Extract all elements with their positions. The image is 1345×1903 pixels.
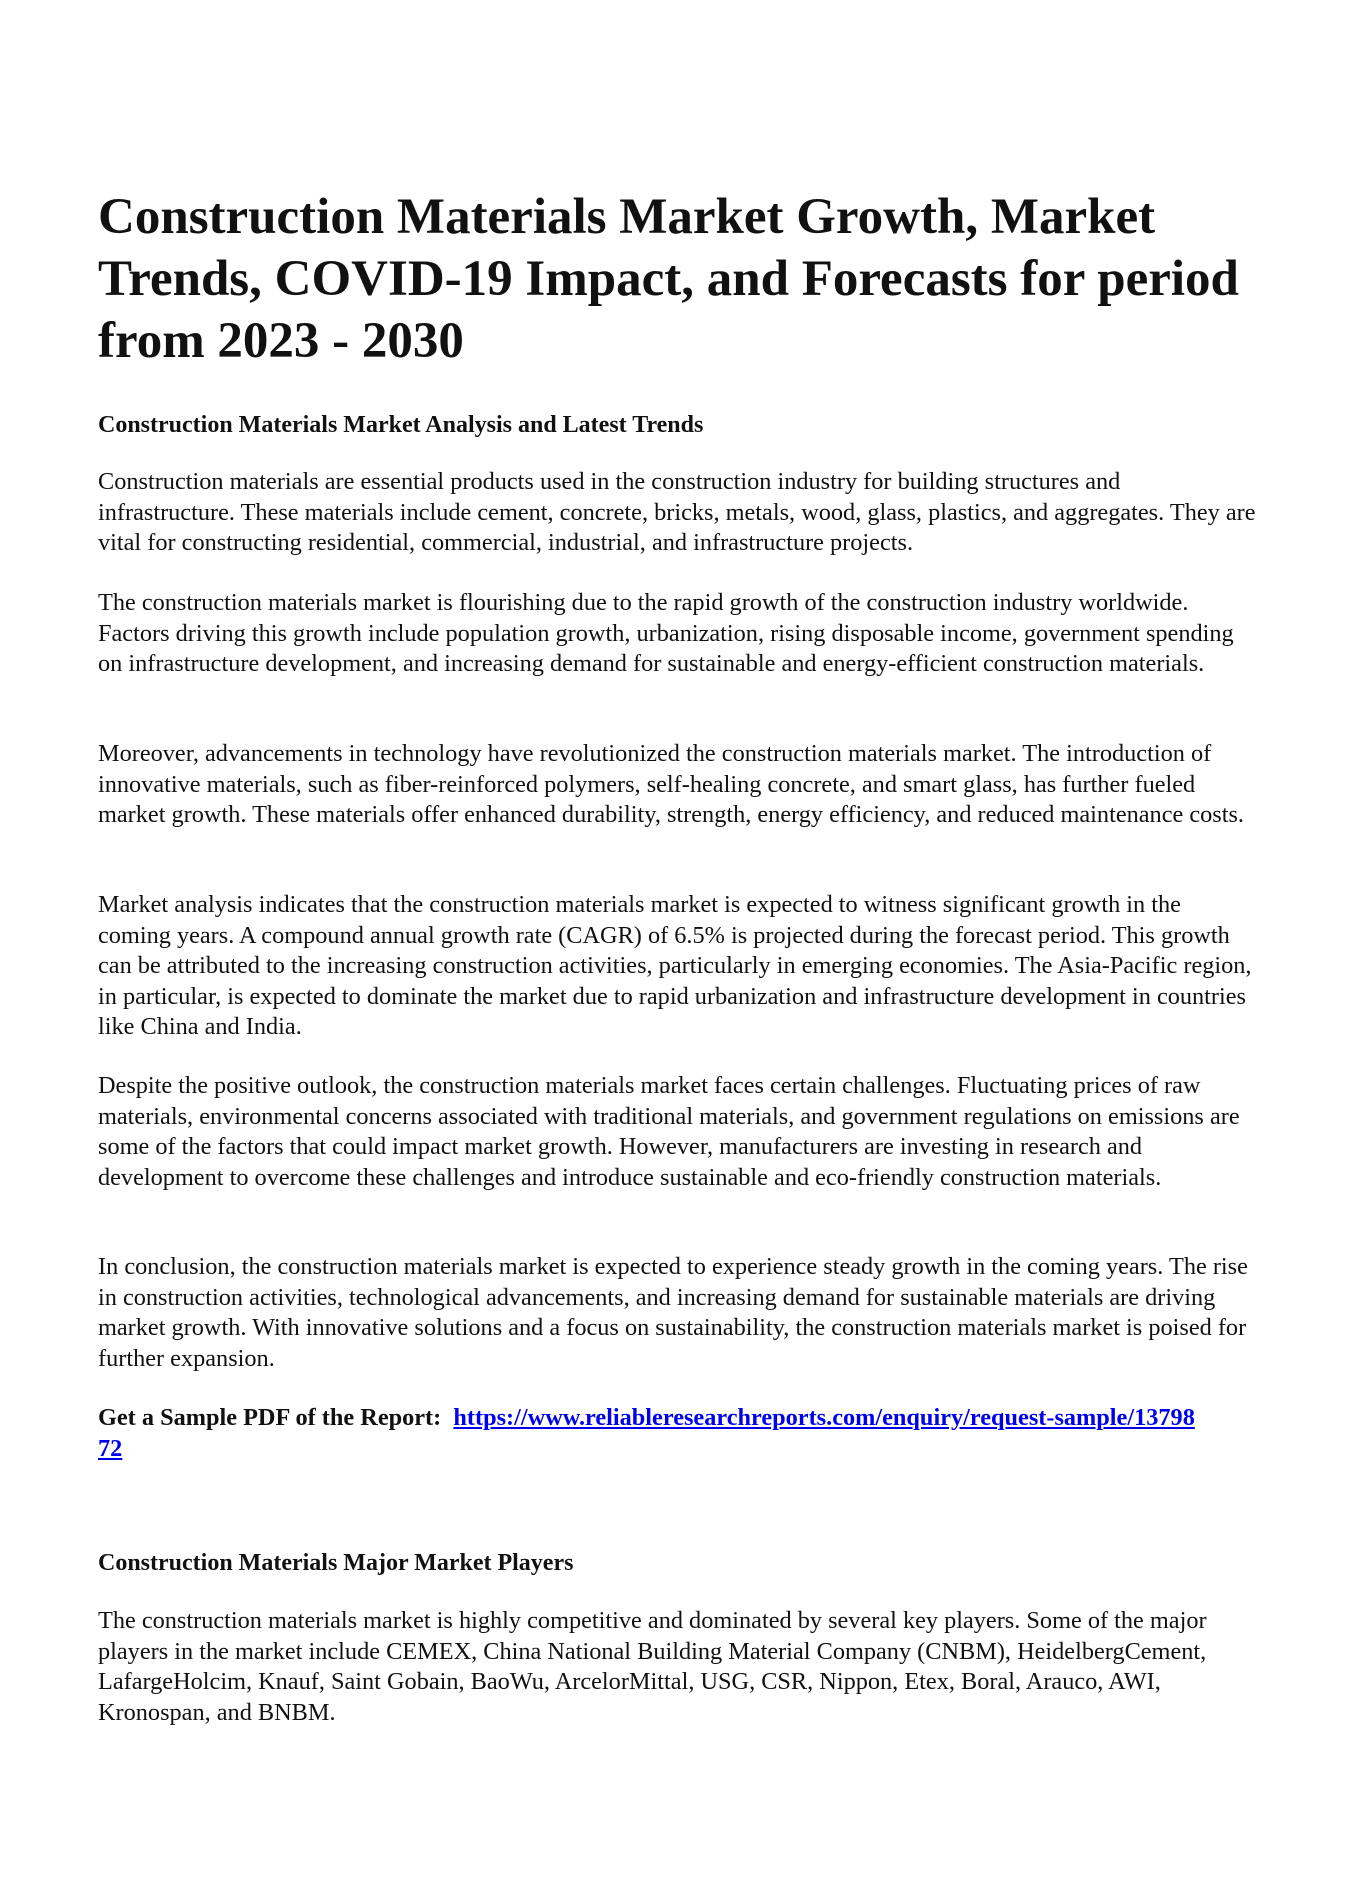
- paragraph: Moreover, advancements in technology have revolutionized the construction materials market. The introduction of innovative materials, such as fiber-reinforced polymers, self-healing concrete, and smart glass, has further fueled market growth. These materials offer enhanced durability, strength, energy efficiency, and reduced maintenance costs.: [98, 740, 1245, 829]
- paragraph: Construction materials are essential products used in the construction industry for building structures and infrastructure. These materials include cement, concrete, bricks, metals, wood, glass, plastics, and aggregates. They are vital for constructing residential, commercial, industrial, and infrastructure projects.: [98, 468, 1256, 557]
- sample-pdf-label: Get a Sample PDF of the Report:: [98, 1404, 442, 1431]
- sample-pdf-link[interactable]: https://www.reliableresearchreports.com/enquiry/request-sample/1379872: [98, 1404, 1195, 1462]
- section-heading-players: Construction Materials Major Market Players: [98, 1550, 574, 1576]
- sample-pdf-line: [98, 1403, 1198, 1464]
- paragraph-players: The construction materials market is highly competitive and dominated by several key players. Some of the major players in the market include CEMEX, China National Building Material Company (CNBM), HeidelbergCement, LafargeHolcim, Knauf, Saint Gobain, BaoWu, ArcelorMittal, USG, CSR, Nippon, Etex, Boral, Arauco, AWI, Kronospan, and BNBM.: [98, 1607, 1207, 1726]
- paragraph: The construction materials market is flourishing due to the rapid growth of the construction industry worldwide. Factors driving this growth include population growth, urbanization, rising disposable income, government spending on infrastructure development, and increasing demand for sustainable and energy-efficient construction materials.: [98, 589, 1234, 678]
- paragraph: In conclusion, the construction materials market is expected to experience steady growth in the coming years. The rise in construction activities, technological advancements, and increasing demand for sustainable materials are driving market growth. With innovative solutions and a focus on sustainability, the construction materials market is poised for further expansion.: [98, 1253, 1248, 1372]
- section-heading-analysis: Construction Materials Market Analysis and Latest Trends: [98, 412, 704, 438]
- paragraph: Market analysis indicates that the construction materials market is expected to witness significant growth in the coming years. A compound annual growth rate (CAGR) of 6.5% is projected during the forecast period. This growth can be attributed to the increasing construction activities, particularly in emerging economies. The Asia-Pacific region, in particular, is expected to dominate the market due to rapid urbanization and infrastructure development in countries like China and India.: [98, 891, 1252, 1041]
- page-title: Construction Materials Market Growth, Market Trends, COVID-19 Impact, and Forecasts for period from 2023 - 2030: [98, 189, 1239, 369]
- paragraph: Despite the positive outlook, the construction materials market faces certain challenges. Fluctuating prices of raw materials, environmental concerns associated with traditional materials, and government regulations on emissions are some of the factors that could impact market growth. However, manufacturers are investing in research and development to overcome these challenges and introduce sustainable and eco-friendly construction materials.: [98, 1072, 1240, 1191]
